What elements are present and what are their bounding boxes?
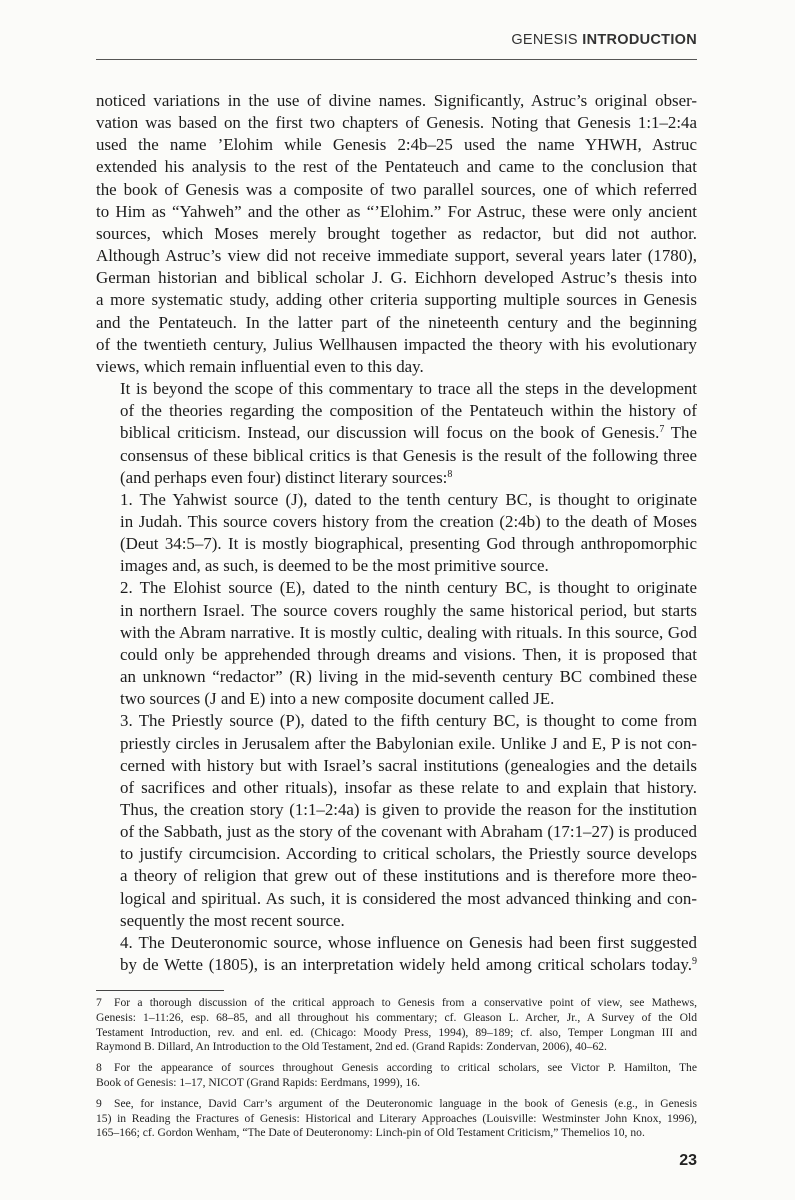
- text-line: views, which remain influential even to this day.: [96, 356, 424, 376]
- text-line: could only be apprehended through dreams and visions. Then, it is proposed that: [120, 644, 697, 664]
- paragraph-5: [96, 710, 697, 932]
- text-line: consensus of these biblical critics is that Genesis is the result of the following three: [120, 445, 697, 465]
- footnote-text: See, for instance, David Carr’s argument of the Deuteronomic language in the book of Genesis (e.g., in Genesis: [114, 1096, 697, 1110]
- footnote-number: 9: [96, 1096, 102, 1110]
- body-text: [96, 90, 697, 976]
- text-line: 1. The Yahwist source (J), dated to the tenth century BC, is thought to originate: [120, 489, 697, 509]
- running-head: [511, 32, 697, 48]
- text-line: to justify circumcision. According to critical scholars, the Priestly source develops: [120, 844, 697, 864]
- footnote-line: 165–166; cf. Gordon Wenham, “The Date of Deuteronomy: Linch-pin of Old Testament Criticism,” Themelios 10, no.: [96, 1126, 645, 1140]
- header-rule: [96, 59, 697, 60]
- text-line: logical and spiritual. As such, it is considered the most advanced thinking and con-: [120, 888, 697, 908]
- footnote-line: [96, 1061, 697, 1076]
- footnote-line: Raymond B. Dillard, An Introduction to the Old Testament, 2nd ed. (Grand Rapids: Zondervan, 2006), 40–62.: [96, 1040, 607, 1054]
- paragraph-2: [96, 378, 697, 489]
- footnote-line: Testament Introduction, rev. and enl. ed. (Chicago: Moody Press, 1994), 89–189; cf. also, Temper Longman III and: [96, 1025, 697, 1039]
- text-line: in northern Israel. The source covers roughly the same historical period, but starts: [120, 600, 697, 620]
- text-line: cerned with history but with Israel’s sacral institutions (genealogies and the details: [120, 755, 697, 775]
- text-line: an unknown “redactor” (R) living in the mid-seventh century BC combined these: [120, 667, 697, 687]
- text-line: (Deut 34:5–7). It is mostly biographical, presenting God through anthropomorphic: [120, 534, 697, 554]
- text-line: of the Sabbath, just as the story of the covenant with Abraham (17:1–27) is produced: [120, 822, 697, 842]
- footnote-ref-9[interactable]: 9: [692, 956, 697, 968]
- text-line: and the Pentateuch. In the latter part of the nineteenth century and the beginning: [96, 312, 697, 332]
- text-fragment: (and perhaps even four) distinct literary sources:: [120, 467, 448, 487]
- text-line: sequently the most recent source.: [120, 910, 345, 930]
- footnote-rule: [96, 990, 224, 991]
- text-line: noticed variations in the use of divine names. Significantly, Astruc’s original obser-: [96, 91, 697, 110]
- running-head-book: GENESIS: [511, 32, 578, 48]
- text-line: two sources (J and E) into a new composite document called JE.: [120, 689, 555, 709]
- footnote-ref-8[interactable]: 8: [447, 468, 453, 480]
- footnotes: [96, 996, 697, 1147]
- page-number: 23: [679, 1152, 697, 1169]
- paragraph-1: [96, 90, 697, 378]
- text-line: to Him as “Yahweh” and the other as “’Elohim.” For Astruc, these were only ancient: [96, 201, 697, 221]
- footnote-number: 7: [96, 996, 102, 1009]
- text-fragment: by de Wette (1805), is an interpretation widely held among critical scholars today.: [120, 955, 692, 975]
- footnote-line: 15) in Reading the Fractures of Genesis: Historical and Literary Approaches (Louisville: Westminster John Knox, 1996),: [96, 1111, 697, 1125]
- text-line: vation was based on the first two chapters of Genesis. Noting that Genesis 1:1–2:4a: [96, 113, 697, 133]
- footnote-8: [96, 1061, 697, 1091]
- text-line: of sacrifices and other rituals), insofar as these relate to and explain that history.: [120, 777, 697, 797]
- text-line: extended his analysis to the rest of the Pentateuch and came to the conclusion that: [96, 157, 697, 177]
- text-line: Thus, the creation story (1:1–2:4a) is given to provide the reason for the institution: [120, 800, 697, 819]
- text-line: used the name ’Elohim while Genesis 2:4b–25 used the name YHWH, Astruc: [96, 135, 697, 155]
- text-line: images and, as such, is deemed to be the most primitive source.: [120, 556, 549, 576]
- footnote-line: [96, 1097, 697, 1112]
- text-line: of the theories regarding the composition of the Pentateuch within the history of: [120, 401, 697, 421]
- paragraph-3: [96, 489, 697, 578]
- footnote-text: For the appearance of sources throughout Genesis according to critical scholars, see Victor P. Hamilton, The: [114, 1061, 697, 1075]
- footnote-line: Book of Genesis: 1–17, NICOT (Grand Rapids: Eerdmans, 1999), 16.: [96, 1075, 421, 1089]
- text-line: sources, which Moses merely brought together as redactor, but did not author.: [96, 223, 697, 243]
- text-line: a theory of religion that grew out of these institutions and is therefore more theo-: [120, 866, 697, 886]
- text-line: 4. The Deuteronomic source, whose influence on Genesis had been first suggested: [120, 932, 697, 952]
- text-fragment: The: [664, 423, 697, 443]
- text-line: German historian and biblical scholar J. G. Eichhorn developed Astruc’s thesis into: [96, 268, 697, 288]
- text-line: 2. The Elohist source (E), dated to the ninth century BC, is thought to originate: [120, 578, 697, 598]
- paragraph-6: [96, 932, 697, 976]
- footnote-9: [96, 1097, 697, 1141]
- footnote-line: [96, 996, 697, 1011]
- paragraph-4: [96, 577, 697, 710]
- text-line-with-note: [96, 467, 697, 489]
- text-line: the book of Genesis was a composite of two parallel sources, one of which referred: [96, 179, 697, 199]
- text-line: with the Abram narrative. It is mostly cultic, dealing with rituals. In this source, God: [120, 622, 697, 642]
- text-line-with-note: [96, 954, 697, 976]
- running-head-section: INTRODUCTION: [582, 32, 697, 48]
- footnote-number: 8: [96, 1061, 102, 1075]
- text-fragment: biblical criticism. Instead, our discussion will focus on the book of Genesis.: [120, 423, 660, 443]
- text-line-with-note: [96, 422, 697, 444]
- footnote-ref-7[interactable]: 7: [659, 424, 665, 436]
- footnote-line: Genesis: 1–11:26, esp. 68–85, and all throughout his commentary; cf. Gleason L. Archer, Jr., A Survey of the Old: [96, 1010, 697, 1024]
- footnote-text: For a thorough discussion of the critical approach to Genesis from a conservative point of view, see Mathews,: [114, 996, 697, 1009]
- text-line: Although Astruc’s view did not receive immediate support, several years later (1780),: [96, 246, 697, 266]
- text-line: in Judah. This source covers history from the creation (2:4b) to the death of Moses: [120, 511, 697, 531]
- footnote-7: [96, 996, 697, 1055]
- text-line: It is beyond the scope of this commentary to trace all the steps in the development: [120, 379, 697, 399]
- text-line: of the twentieth century, Julius Wellhausen impacted the theory with his evolutionary: [96, 334, 697, 354]
- text-line: a more systematic study, adding other criteria supporting multiple sources in Genesis: [96, 290, 697, 310]
- text-line: priestly circles in Jerusalem after the Babylonian exile. Unlike J and E, P is not con-: [120, 733, 697, 753]
- text-line: 3. The Priestly source (P), dated to the fifth century BC, is thought to come from: [120, 711, 697, 731]
